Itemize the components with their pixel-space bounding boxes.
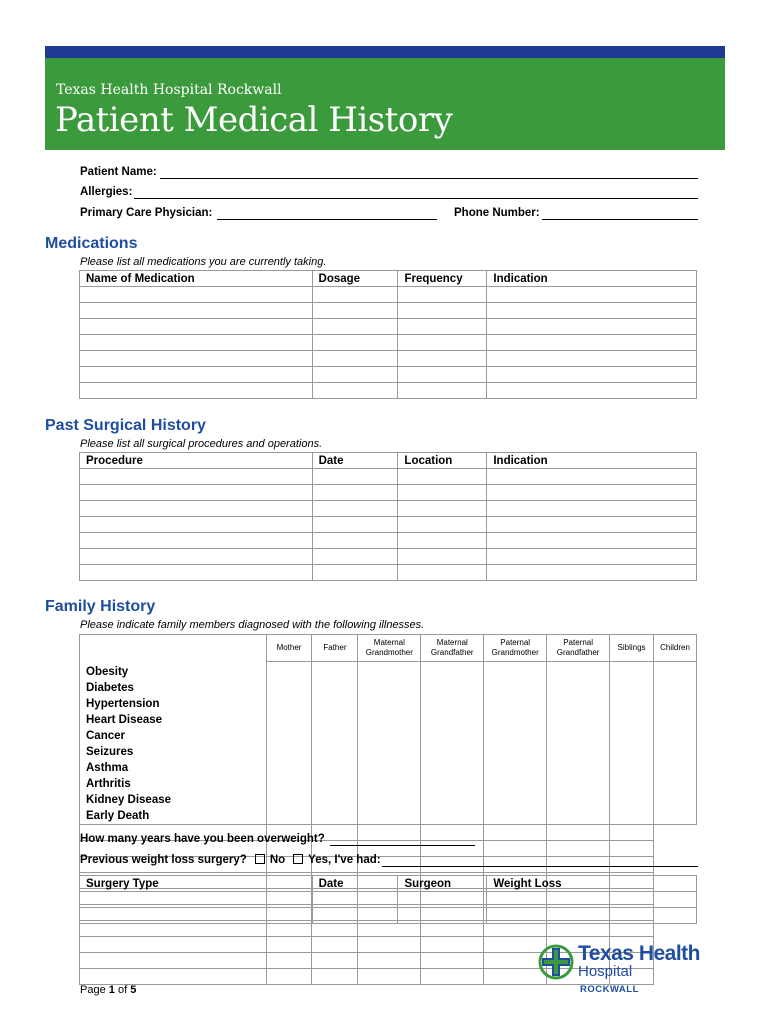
- family-history-cell[interactable]: [80, 936, 267, 952]
- family-member-label: Children: [660, 643, 690, 652]
- family-member-label: Grandfather: [430, 648, 474, 657]
- table-cell[interactable]: [487, 485, 697, 501]
- table-cell[interactable]: [398, 367, 487, 383]
- family-history-grid-row: [80, 662, 697, 825]
- table-cell[interactable]: [80, 469, 313, 485]
- column-header: Name of Medication: [80, 271, 313, 287]
- table-cell[interactable]: [312, 908, 398, 924]
- family-history-cell[interactable]: [421, 662, 484, 825]
- family-history-table: [79, 634, 697, 985]
- allergies-label: Allergies:: [80, 186, 133, 198]
- table-row: [80, 351, 697, 367]
- family-history-cell[interactable]: [312, 662, 358, 825]
- table-cell[interactable]: [487, 533, 697, 549]
- family-member-label: Grandmother: [365, 648, 413, 657]
- table-cell[interactable]: [398, 335, 487, 351]
- table-cell[interactable]: [398, 517, 487, 533]
- family-history-cell[interactable]: [421, 824, 484, 840]
- yes-checkbox[interactable]: [293, 854, 303, 864]
- table-cell[interactable]: [312, 533, 398, 549]
- family-history-cell[interactable]: [610, 840, 654, 856]
- family-history-cell[interactable]: [358, 824, 421, 840]
- family-member-label: Father: [323, 643, 347, 652]
- family-history-cell[interactable]: [484, 840, 547, 856]
- table-cell[interactable]: [487, 517, 697, 533]
- table-row: [80, 335, 697, 351]
- family-member-label: Grandfather: [556, 648, 600, 657]
- overweight-years-label: How many years have you been overweight?: [80, 833, 325, 845]
- illness-label: Cancer: [86, 729, 125, 742]
- table-row: [80, 485, 697, 501]
- phone-label: Phone Number:: [454, 207, 540, 219]
- family-member-label: Maternal: [373, 638, 405, 647]
- table-cell[interactable]: [312, 319, 398, 335]
- illness-label: Kidney Disease: [86, 793, 172, 806]
- table-cell[interactable]: [312, 517, 398, 533]
- family-history-cell[interactable]: [547, 824, 610, 840]
- table-cell[interactable]: [487, 335, 697, 351]
- family-history-cell[interactable]: [266, 936, 312, 952]
- illness-label: Heart Disease: [86, 713, 163, 726]
- family-history-cell[interactable]: [358, 952, 421, 968]
- family-history-cell[interactable]: [653, 662, 696, 825]
- table-cell[interactable]: [80, 351, 313, 367]
- family-member-header: [266, 635, 312, 662]
- table-cell[interactable]: [487, 303, 697, 319]
- family-member-label: Grandmother: [491, 648, 539, 657]
- table-cell[interactable]: [80, 485, 313, 501]
- family-member-label: Siblings: [617, 643, 646, 652]
- table-cell[interactable]: [398, 565, 487, 581]
- table-cell[interactable]: [398, 533, 487, 549]
- family-history-heading: Family History: [45, 598, 156, 615]
- table-cell[interactable]: [487, 383, 697, 399]
- table-cell[interactable]: [312, 351, 398, 367]
- table-cell[interactable]: [398, 501, 487, 517]
- family-member-header: [312, 635, 358, 662]
- table-cell[interactable]: [312, 501, 398, 517]
- family-history-cell[interactable]: [547, 856, 610, 872]
- column-header: Date: [312, 876, 398, 892]
- family-history-cell[interactable]: [547, 840, 610, 856]
- table-cell[interactable]: [398, 383, 487, 399]
- page-of: of: [117, 984, 128, 996]
- logo-text-secondary: Hospital: [578, 963, 633, 980]
- table-cell[interactable]: [80, 908, 313, 924]
- table-cell[interactable]: [80, 533, 313, 549]
- patient-name-label: Patient Name:: [80, 166, 157, 178]
- family-history-cell[interactable]: [421, 968, 484, 984]
- column-header: Procedure: [80, 453, 313, 469]
- family-history-cell[interactable]: [80, 952, 267, 968]
- phone-field[interactable]: [542, 219, 698, 220]
- previous-surgery-field[interactable]: [382, 866, 698, 867]
- table-row: [80, 287, 697, 303]
- family-member-label: Paternal: [563, 638, 593, 647]
- column-header: Location: [398, 453, 487, 469]
- family-history-cell[interactable]: [547, 662, 610, 825]
- column-header: Dosage: [312, 271, 398, 287]
- table-row: [80, 319, 697, 335]
- table-cell[interactable]: [312, 892, 398, 908]
- family-history-cell[interactable]: [312, 952, 358, 968]
- family-history-cell[interactable]: [266, 662, 312, 825]
- illness-label: Obesity: [86, 665, 129, 678]
- table-row: [80, 469, 697, 485]
- table-cell[interactable]: [398, 303, 487, 319]
- family-member-header: [358, 635, 421, 662]
- table-cell[interactable]: [80, 501, 313, 517]
- illness-list: [80, 662, 267, 825]
- page-word: Page: [80, 984, 106, 996]
- family-member-header: [421, 635, 484, 662]
- family-history-cell[interactable]: [421, 936, 484, 952]
- family-history-cell[interactable]: [421, 952, 484, 968]
- table-cell[interactable]: [487, 367, 697, 383]
- table-cell[interactable]: [487, 892, 697, 908]
- table-cell[interactable]: [80, 549, 313, 565]
- table-cell[interactable]: [312, 549, 398, 565]
- table-row: [80, 517, 697, 533]
- family-member-header: [653, 635, 696, 662]
- table-cell[interactable]: [398, 469, 487, 485]
- column-header: Date: [312, 453, 398, 469]
- allergies-field[interactable]: [134, 198, 698, 199]
- surgical-history-heading: Past Surgical History: [45, 417, 206, 434]
- table-row: [80, 892, 697, 908]
- family-instruction: Please indicate family members diagnosed with the following illnesses.: [80, 619, 425, 631]
- table-cell[interactable]: [312, 367, 398, 383]
- no-label: No: [269, 854, 286, 866]
- page-total: 5: [130, 984, 137, 996]
- illness-label: Arthritis: [86, 777, 131, 790]
- hospital-name: Texas Health Hospital Rockwall: [56, 82, 282, 98]
- page-current: 1: [108, 984, 115, 996]
- page-number: [80, 984, 136, 996]
- family-member-header: [547, 635, 610, 662]
- table-cell[interactable]: [398, 892, 487, 908]
- table-header-row: [80, 876, 697, 892]
- table-cell[interactable]: [80, 892, 313, 908]
- family-member-label: Paternal: [500, 638, 531, 647]
- family-history-cell[interactable]: [358, 936, 421, 952]
- table-cell[interactable]: [487, 908, 697, 924]
- table-cell[interactable]: [312, 383, 398, 399]
- table-cell[interactable]: [398, 287, 487, 303]
- family-history-cell[interactable]: [266, 968, 312, 984]
- texas-health-cross-icon: [538, 944, 574, 980]
- table-cell[interactable]: [487, 351, 697, 367]
- table-row: [80, 383, 697, 399]
- family-member-label: Maternal: [436, 638, 468, 647]
- table-cell[interactable]: [80, 303, 313, 319]
- table-cell[interactable]: [487, 469, 697, 485]
- table-cell[interactable]: [487, 549, 697, 565]
- medications-heading: Medications: [45, 235, 138, 252]
- illness-label: Asthma: [86, 761, 129, 774]
- table-cell[interactable]: [312, 287, 398, 303]
- table-cell[interactable]: [80, 319, 313, 335]
- table-cell[interactable]: [398, 351, 487, 367]
- family-history-cell[interactable]: [484, 662, 547, 825]
- weight-surgery-table: [79, 875, 697, 924]
- family-history-cell[interactable]: [312, 936, 358, 952]
- physician-label: Primary Care Physician:: [80, 207, 213, 219]
- header-top-band: [45, 46, 725, 58]
- overweight-years-field[interactable]: [330, 845, 475, 846]
- family-history-cell[interactable]: [484, 824, 547, 840]
- table-cell[interactable]: [312, 565, 398, 581]
- table-row: [80, 565, 697, 581]
- column-header: Frequency: [398, 271, 487, 287]
- column-header: Indication: [487, 453, 697, 469]
- table-cell[interactable]: [398, 319, 487, 335]
- table-row: [80, 367, 697, 383]
- family-member-header: [610, 635, 654, 662]
- illness-label: Hypertension: [86, 697, 160, 710]
- table-cell[interactable]: [80, 517, 313, 533]
- family-member-header: [484, 635, 547, 662]
- logo-text-location: ROCKWALL: [580, 984, 639, 995]
- table-cell[interactable]: [398, 549, 487, 565]
- illness-label: Diabetes: [86, 681, 134, 694]
- patient-name-field[interactable]: [160, 178, 698, 179]
- table-header-row: [80, 453, 697, 469]
- table-cell[interactable]: [487, 565, 697, 581]
- family-history-cell[interactable]: [358, 968, 421, 984]
- medications-instruction: Please list all medications you are currently taking.: [80, 256, 327, 268]
- family-history-cell[interactable]: [358, 662, 421, 825]
- family-history-cell[interactable]: [266, 952, 312, 968]
- family-history-cell[interactable]: [312, 968, 358, 984]
- family-history-cell[interactable]: [80, 968, 267, 984]
- table-cell[interactable]: [80, 335, 313, 351]
- illness-header-cell: [80, 635, 267, 662]
- table-cell[interactable]: [80, 367, 313, 383]
- table-cell[interactable]: [312, 485, 398, 501]
- table-row: [80, 908, 697, 924]
- column-header: Surgery Type: [80, 876, 313, 892]
- illness-label: Seizures: [86, 745, 134, 758]
- table-cell[interactable]: [312, 335, 398, 351]
- family-history-cell[interactable]: [421, 856, 484, 872]
- surgical-instruction: Please list all surgical procedures and operations.: [80, 438, 323, 450]
- no-checkbox[interactable]: [255, 854, 265, 864]
- family-member-label: Mother: [276, 643, 302, 652]
- family-history-cell[interactable]: [421, 840, 484, 856]
- yes-label: Yes, I've had:: [308, 854, 381, 866]
- column-header: Indication: [487, 271, 697, 287]
- table-cell[interactable]: [312, 303, 398, 319]
- table-cell[interactable]: [80, 287, 313, 303]
- family-history-cell[interactable]: [484, 856, 547, 872]
- page-title: Patient Medical History: [55, 100, 453, 140]
- table-cell[interactable]: [487, 319, 697, 335]
- family-history-cell[interactable]: [610, 824, 654, 840]
- table-row: [80, 303, 697, 319]
- family-history-cell[interactable]: [610, 662, 654, 825]
- table-header-row: [80, 271, 697, 287]
- illness-label: Early Death: [86, 809, 150, 822]
- table-row: [80, 549, 697, 565]
- table-row: [80, 533, 697, 549]
- table-header-row: [80, 635, 697, 662]
- table-cell[interactable]: [80, 383, 313, 399]
- table-cell[interactable]: [398, 908, 487, 924]
- weight-surgery-row: [80, 854, 381, 866]
- surgical-history-table: [79, 452, 697, 581]
- weight-surgery-question: Previous weight loss surgery?: [80, 854, 247, 866]
- table-cell[interactable]: [312, 469, 398, 485]
- medications-table: [79, 270, 697, 399]
- table-cell[interactable]: [487, 287, 697, 303]
- family-history-cell[interactable]: [610, 856, 654, 872]
- table-cell[interactable]: [398, 485, 487, 501]
- table-row: [80, 501, 697, 517]
- column-header: Weight Loss: [487, 876, 697, 892]
- table-cell[interactable]: [487, 501, 697, 517]
- table-cell[interactable]: [80, 565, 313, 581]
- physician-field[interactable]: [217, 219, 437, 220]
- column-header: Surgeon: [398, 876, 487, 892]
- logo-text-primary: Texas Health: [578, 942, 700, 965]
